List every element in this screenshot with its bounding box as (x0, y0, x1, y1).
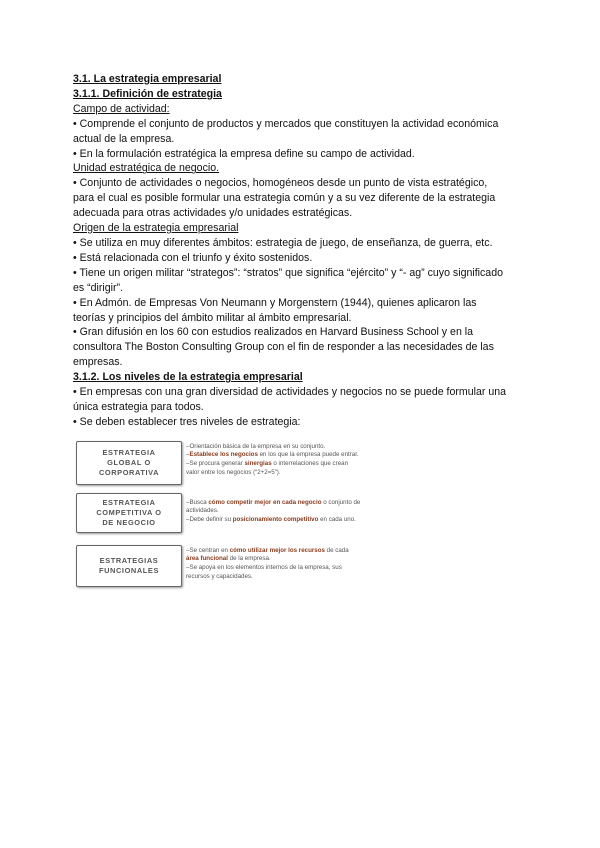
strategy-levels-diagram (73, 441, 533, 591)
strategy-description-line (186, 547, 441, 556)
description-text: recursos y capacidades. (186, 572, 253, 580)
section-heading-3-1-1: 3.1.1. Definición de estrategia (73, 87, 222, 100)
description-text: –Busca (186, 498, 209, 506)
paragraph-line: consultora The Boston Consulting Group con el fin de responder a las necesidades de las (73, 341, 494, 354)
strategy-level-box-label: ESTRATEGIA GLOBAL O CORPORATIVA (98, 448, 160, 477)
strategy-description-line (186, 516, 441, 525)
section-heading-3-1: 3.1. La estrategia empresarial (73, 73, 222, 85)
subheading-unidad: Unidad estratégica de negocio. (73, 162, 220, 175)
description-text: –Debe definir su (186, 515, 233, 523)
description-text: –Se apoya en los elementos internos de la empresa, sus (186, 563, 342, 571)
strategy-level-row (76, 545, 441, 587)
description-text: en cada uno. (318, 515, 356, 523)
description-text: de cada (324, 546, 349, 554)
strategy-level-description (186, 499, 441, 525)
strategy-level-row (76, 441, 441, 485)
strategy-description-line (186, 507, 441, 516)
document-content (73, 72, 533, 591)
paragraph-line: única estrategia para todos. (73, 400, 204, 413)
strategy-level-box (76, 493, 182, 533)
strategy-description-line (186, 555, 441, 564)
paragraph-line: actual de la empresa. (73, 132, 175, 145)
description-text: –Se centran en (186, 546, 230, 554)
description-text: en los que la empresa puede entrar. (257, 451, 359, 459)
strategy-description-line (186, 499, 441, 508)
strategy-level-box-label: ESTRATEGIAS FUNCIONALES (99, 556, 159, 575)
paragraph-line: • En empresas con una gran diversidad de actividades y negocios no se puede formular una (73, 386, 507, 399)
strategy-level-box-label: ESTRATEGIA COMPETITIVA O DE NEGOCIO (96, 498, 162, 527)
description-text: valor entre los negocios (“2+2=5”). (186, 468, 281, 476)
description-text: o conjunto de (321, 498, 361, 506)
paragraph-line: • Se utiliza en muy diferentes ámbitos: estrategia de juego, de enseñanza, de guerra, etc. (73, 236, 493, 249)
paragraph-line: • Comprende el conjunto de productos y mercados que constituyen la actividad económica (73, 117, 499, 130)
paragraph-line: • En la formulación estratégica la empresa define su campo de actividad. (73, 147, 415, 160)
description-text: o interrelaciones que crean (271, 459, 349, 467)
paragraph-line: • Se deben establecer tres niveles de estrategia: (73, 415, 301, 428)
highlighted-text: cómo competir mejor en cada negocio (208, 498, 322, 506)
paragraph-line: teorías y principios del ámbito militar al ámbito empresarial. (73, 311, 352, 324)
description-text: actividades. (186, 507, 219, 515)
paragraph-line: para el cual es posible formular una estrategia común y a su vez diferente de la estrategia (73, 192, 496, 205)
paragraph-line: • En Admón. de Empresas Von Neumann y Morgenstern (1944), quienes aplicaron las (73, 296, 477, 309)
strategy-description-line (186, 469, 441, 478)
highlighted-text: posicionamiento competitivo (232, 515, 319, 523)
highlighted-text: Establece los negocios (189, 451, 258, 459)
subheading-campo: Campo de actividad: (73, 102, 170, 115)
description-text: –Orientación básica de la empresa en su conjunto. (186, 442, 326, 450)
paragraph-line: • Tiene un origen militar “strategos”: “stratos” que significa “ejército” y “- ag” cuyo significado (73, 266, 503, 279)
subheading-origen: Origen de la estrategia empresarial (73, 222, 239, 235)
strategy-description-line (186, 573, 441, 582)
highlighted-text: cómo utilizar mejor los recursos (229, 546, 325, 554)
paragraph-line: • Conjunto de actividades o negocios, homogéneos desde un punto de vista estratégico, (73, 177, 488, 190)
paragraph-line: adecuada para otras actividades y/o unidades estratégicas. (73, 207, 353, 220)
paragraph-line: es “dirigir”. (73, 281, 124, 294)
strategy-description-line (186, 460, 441, 469)
description-text: –Se procura generar (186, 459, 245, 467)
strategy-description-line (186, 451, 441, 460)
strategy-description-line (186, 443, 441, 452)
strategy-level-description (186, 443, 441, 477)
description-text: – (186, 451, 190, 459)
strategy-description-line (186, 564, 441, 573)
paragraph-line: empresas. (73, 356, 123, 369)
strategy-level-box (76, 545, 182, 587)
description-text: de la empresa. (227, 555, 271, 563)
paragraph-line: • Está relacionada con el triunfo y éxito sostenidos. (73, 251, 313, 264)
highlighted-text: área funcional (186, 555, 228, 563)
strategy-level-box (76, 441, 182, 485)
paragraph-line: • Gran difusión en los 60 con estudios realizados en Harvard Business School y en la (73, 326, 474, 339)
strategy-level-row (76, 493, 441, 533)
strategy-level-description (186, 547, 441, 581)
highlighted-text: sinergias (244, 459, 272, 467)
section-heading-3-1-2: 3.1.2. Los niveles de la estrategia empresarial (73, 371, 303, 384)
